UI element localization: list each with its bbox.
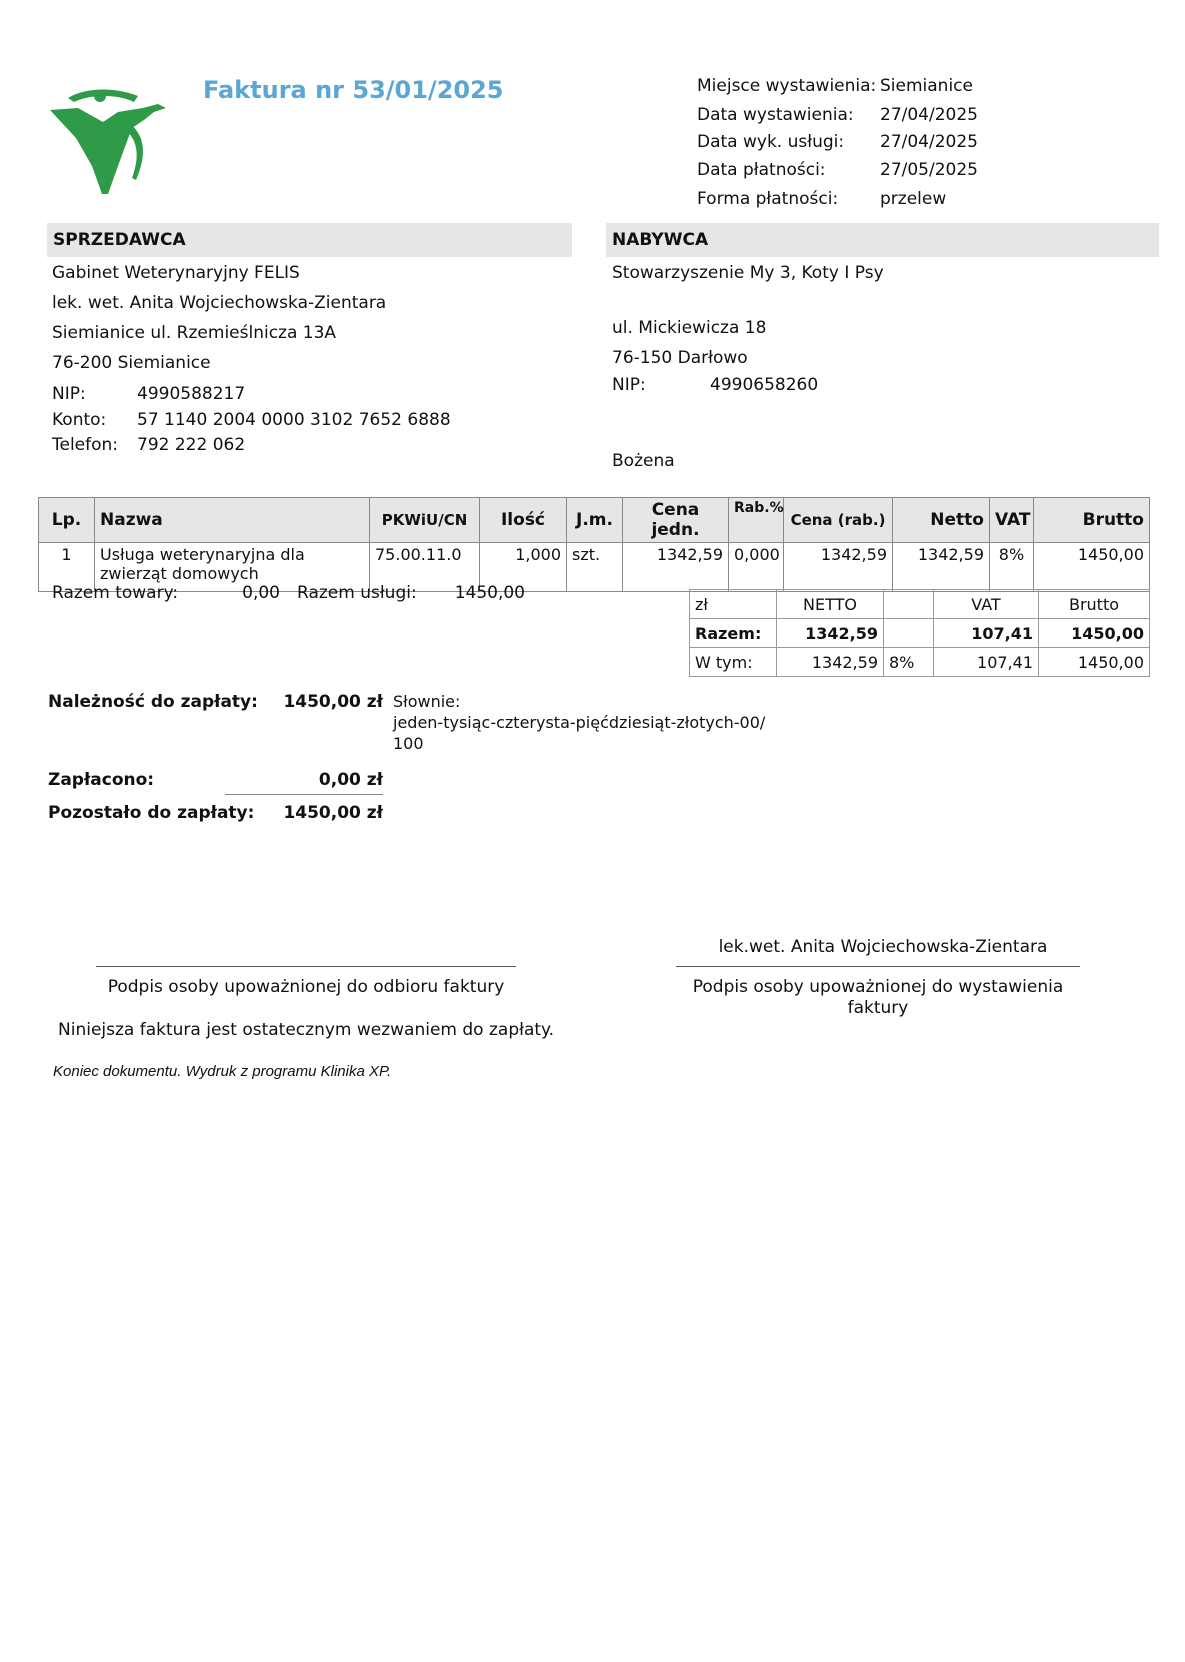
summary-including-label: W tym: xyxy=(690,648,777,677)
col-qty: Ilość xyxy=(480,498,567,543)
clinic-logo xyxy=(48,82,173,197)
amount-in-words-line1: jeden-tysiąc-czterysta-pięćdziesiąt-złotych-00/ xyxy=(393,713,766,732)
goods-total-label: Razem towary: xyxy=(52,583,179,603)
summary-currency: zł xyxy=(690,590,777,619)
buyer-address: ul. Mickiewicza 18 xyxy=(612,318,767,338)
cell-lp: 1 xyxy=(39,543,95,592)
buyer-nip: NIP: 4990658260 xyxy=(612,375,819,395)
cell-pkwiu: 75.00.11.0 xyxy=(370,543,480,592)
receiver-signature-caption: Podpis osoby upoważnionej do odbioru faktury xyxy=(107,977,505,997)
summary-including-vat: 107,41 xyxy=(934,648,1039,677)
summary-total-row xyxy=(690,619,1150,648)
cell-name: Usługa weterynaryjna dla zwierząt domowych xyxy=(95,543,370,592)
col-discount: Rab.% xyxy=(729,498,784,543)
meta-place: Miejsce wystawienia: Siemianice xyxy=(697,76,973,96)
amount-in-words-line2: 100 xyxy=(393,734,424,753)
remaining-label: Pozostało do zapłaty: xyxy=(48,803,255,823)
cell-vat: 8% xyxy=(990,543,1034,592)
col-discounted-price: Cena (rab.) xyxy=(784,498,893,543)
summary-including-net: 1342,59 xyxy=(777,648,884,677)
seller-account: Konto: 57 1140 2004 0000 3102 7652 6888 xyxy=(52,410,451,430)
meta-issue-date: Data wystawienia: 27/04/2025 xyxy=(697,105,978,125)
buyer-header: NABYWCA xyxy=(606,223,1159,257)
invoice-title: Faktura nr 53/01/2025 xyxy=(203,76,504,104)
col-name: Nazwa xyxy=(95,498,370,543)
summary-total-net: 1342,59 xyxy=(777,619,884,648)
seller-name: Gabinet Weterynaryjny FELIS xyxy=(52,263,300,283)
meta-service-date: Data wyk. usługi: 27/04/2025 xyxy=(697,132,978,152)
issuer-name: lek.wet. Anita Wojciechowska-Zientara xyxy=(718,937,1048,957)
summary-gross-header: Brutto xyxy=(1039,590,1150,619)
cell-qty: 1,000 xyxy=(480,543,567,592)
vat-summary-table xyxy=(689,589,1150,677)
goods-total-value: 0,00 xyxy=(242,583,280,603)
summary-total-label: Razem: xyxy=(690,619,777,648)
services-total-label: Razem usługi: xyxy=(297,583,417,603)
meta-payment-date: Data płatności: 27/05/2025 xyxy=(697,160,978,180)
paid-underline xyxy=(225,794,383,795)
col-unit-price: Cena jedn. xyxy=(623,498,729,543)
cell-discounted-price: 1342,59 xyxy=(784,543,893,592)
col-unit: J.m. xyxy=(567,498,623,543)
cell-unit: szt. xyxy=(567,543,623,592)
issuer-signature-line xyxy=(676,966,1080,967)
amount-due-value: 1450,00 zł xyxy=(283,692,383,712)
cell-net: 1342,59 xyxy=(893,543,990,592)
amount-due-label: Należność do zapłaty: xyxy=(48,692,258,712)
paid-label: Zapłacono: xyxy=(48,770,155,790)
seller-person: lek. wet. Anita Wojciechowska-Zientara xyxy=(52,293,387,313)
summary-header-row xyxy=(690,590,1150,619)
summary-including-row xyxy=(690,648,1150,677)
seller-header: SPRZEDAWCA xyxy=(47,223,572,257)
summary-total-gross: 1450,00 xyxy=(1039,619,1150,648)
remaining-value: 1450,00 zł xyxy=(283,803,383,823)
cell-discount: 0,000 xyxy=(729,543,784,592)
receiver-signature-line xyxy=(96,966,516,967)
col-vat: VAT xyxy=(990,498,1034,543)
seller-address: Siemianice ul. Rzemieślnicza 13A xyxy=(52,323,337,343)
buyer-contact: Bożena xyxy=(612,451,675,471)
summary-total-rate xyxy=(884,619,934,648)
col-gross: Brutto xyxy=(1034,498,1150,543)
summary-rate-header xyxy=(884,590,934,619)
summary-including-gross: 1450,00 xyxy=(1039,648,1150,677)
items-header-row xyxy=(39,498,1150,543)
issuer-signature-caption-line1: Podpis osoby upoważnionej do wystawienia xyxy=(692,977,1064,997)
buyer-name: Stowarzyszenie My 3, Koty I Psy xyxy=(612,263,884,283)
seller-phone: Telefon: 792 222 062 xyxy=(52,435,246,455)
amount-in-words-label: Słownie: xyxy=(393,692,461,711)
col-pkwiu: PKWiU/CN xyxy=(370,498,480,543)
buyer-city: 76-150 Darłowo xyxy=(612,348,748,368)
seller-nip: NIP: 4990588217 xyxy=(52,384,246,404)
paid-value: 0,00 zł xyxy=(318,770,383,790)
final-notice: Niniejsza faktura jest ostatecznym wezwaniem do zapłaty. xyxy=(58,1020,555,1040)
services-total-value: 1450,00 xyxy=(454,583,525,603)
summary-vat-header: VAT xyxy=(934,590,1039,619)
issuer-signature-caption-line2: faktury xyxy=(847,998,909,1018)
document-footer: Koniec dokumentu. Wydruk z programu Klinika XP. xyxy=(53,1063,392,1080)
items-table xyxy=(38,497,1150,592)
col-net: Netto xyxy=(893,498,990,543)
cell-gross: 1450,00 xyxy=(1034,543,1150,592)
summary-including-rate: 8% xyxy=(884,648,934,677)
summary-total-vat: 107,41 xyxy=(934,619,1039,648)
cell-unit-price: 1342,59 xyxy=(623,543,729,592)
col-lp: Lp. xyxy=(39,498,95,543)
meta-payment-form: Forma płatności: przelew xyxy=(697,189,947,209)
summary-net-header: NETTO xyxy=(777,590,884,619)
seller-city: 76-200 Siemianice xyxy=(52,353,211,373)
